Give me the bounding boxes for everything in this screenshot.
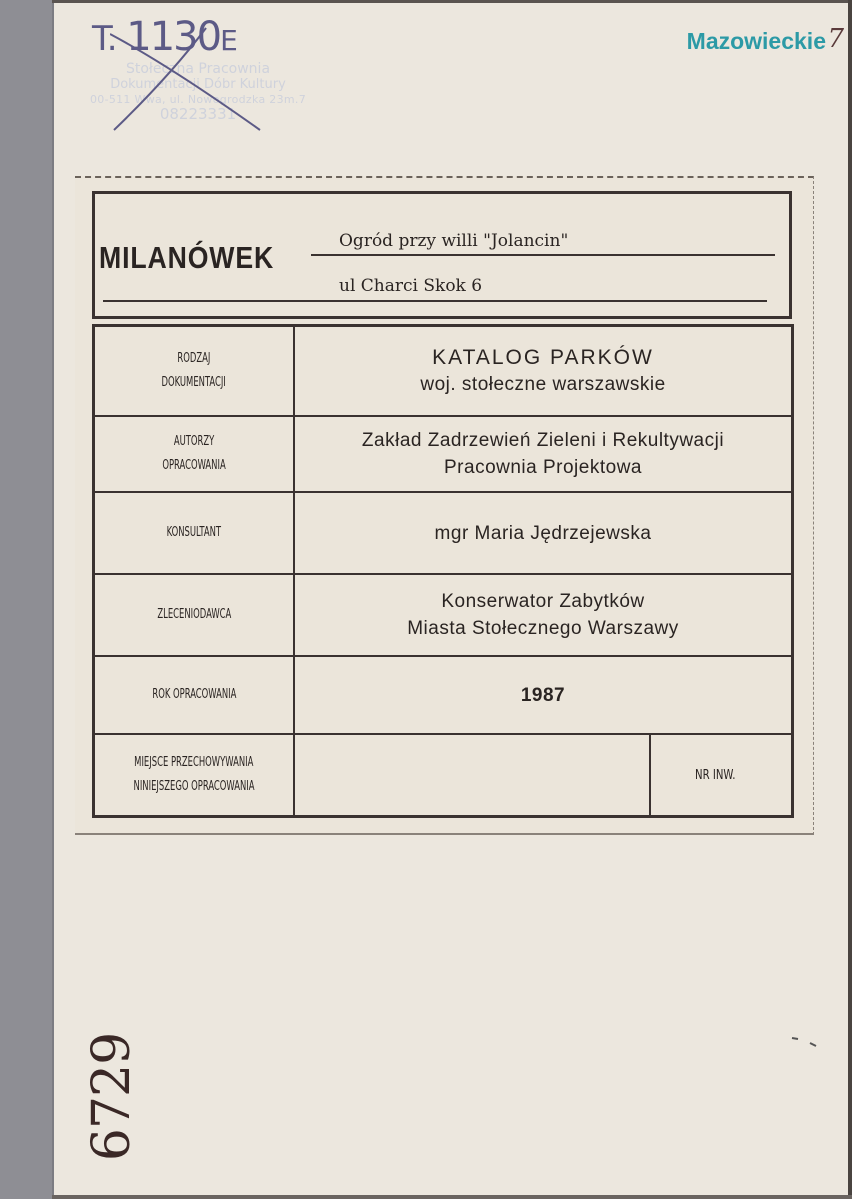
row-label: AUTORZY OPRACOWANIA — [94, 416, 295, 492]
signature-prefix: T. — [92, 19, 116, 59]
row-label: KONSULTANT — [94, 492, 295, 574]
author-department: Pracownia Projektowa — [444, 457, 642, 478]
inventory-number-cell — [650, 734, 793, 817]
catalog-title: KATALOG PARKÓW — [432, 346, 654, 369]
park-name: Ogród przy willi "Jolancin" — [339, 231, 569, 251]
binding-spine — [0, 0, 54, 1199]
stamp-line: 00-511 Wwa, ul. Nowogrodzka 23m.7 — [89, 93, 307, 106]
stamp-line: Stołeczna Pracownia — [125, 61, 271, 77]
underline — [311, 254, 775, 256]
park-address: ul Charci Skok 6 — [339, 276, 483, 296]
region-label: Mazowieckie — [686, 28, 826, 54]
table-row — [94, 326, 793, 417]
signature-suffix: E — [220, 24, 236, 57]
table-row — [94, 656, 793, 734]
table-row — [94, 492, 793, 574]
underline — [103, 300, 767, 302]
handwritten-inventory-number: 6729 — [82, 1032, 142, 1162]
row-value — [294, 656, 793, 734]
cross-out-mark-icon — [110, 26, 270, 136]
stamp-line: 08223331 — [159, 105, 237, 123]
table-row — [94, 416, 793, 492]
documentation-info-table — [92, 324, 794, 818]
site-header-box — [92, 191, 792, 319]
town-name: MILANÓWEK — [99, 240, 275, 275]
signature-number: 1130 — [126, 14, 221, 60]
consultant-name: mgr Maria Jędrzejewska — [434, 522, 652, 544]
stamp-line: Dokumentacji Dóbr Kultury — [110, 77, 286, 92]
row-label: MIEJSCE PRZECHOWYWANIA NINIEJSZEGO OPRACOWANIA — [94, 734, 295, 817]
paper-speck-icon — [780, 1030, 840, 1060]
row-value — [294, 492, 793, 574]
row-label: RODZAJ DOKUMENTACJI — [94, 326, 295, 417]
table-row — [94, 734, 793, 817]
row-value — [294, 574, 793, 656]
row-value — [294, 416, 793, 492]
client-name: Konserwator Zabytków — [441, 591, 645, 612]
author-organization: Zakład Zadrzewień Zieleni i Rekultywacji — [361, 430, 725, 451]
table-row — [94, 574, 793, 656]
storage-location-value — [294, 734, 650, 817]
row-value — [294, 326, 793, 417]
inventory-number-label: NR INW. — [695, 767, 736, 783]
row-label: ZLECENIODAWCA — [94, 574, 295, 656]
page-edge-right — [848, 0, 852, 1199]
page-edge-bottom — [52, 1195, 852, 1199]
catalog-subtitle: woj. stołeczne warszawskie — [420, 374, 666, 395]
row-label: ROK OPRACOWANIA — [94, 656, 295, 734]
region-number: 7 — [827, 24, 844, 54]
client-city: Miasta Stołecznego Warszawy — [407, 618, 679, 639]
year-value: 1987 — [520, 684, 566, 706]
